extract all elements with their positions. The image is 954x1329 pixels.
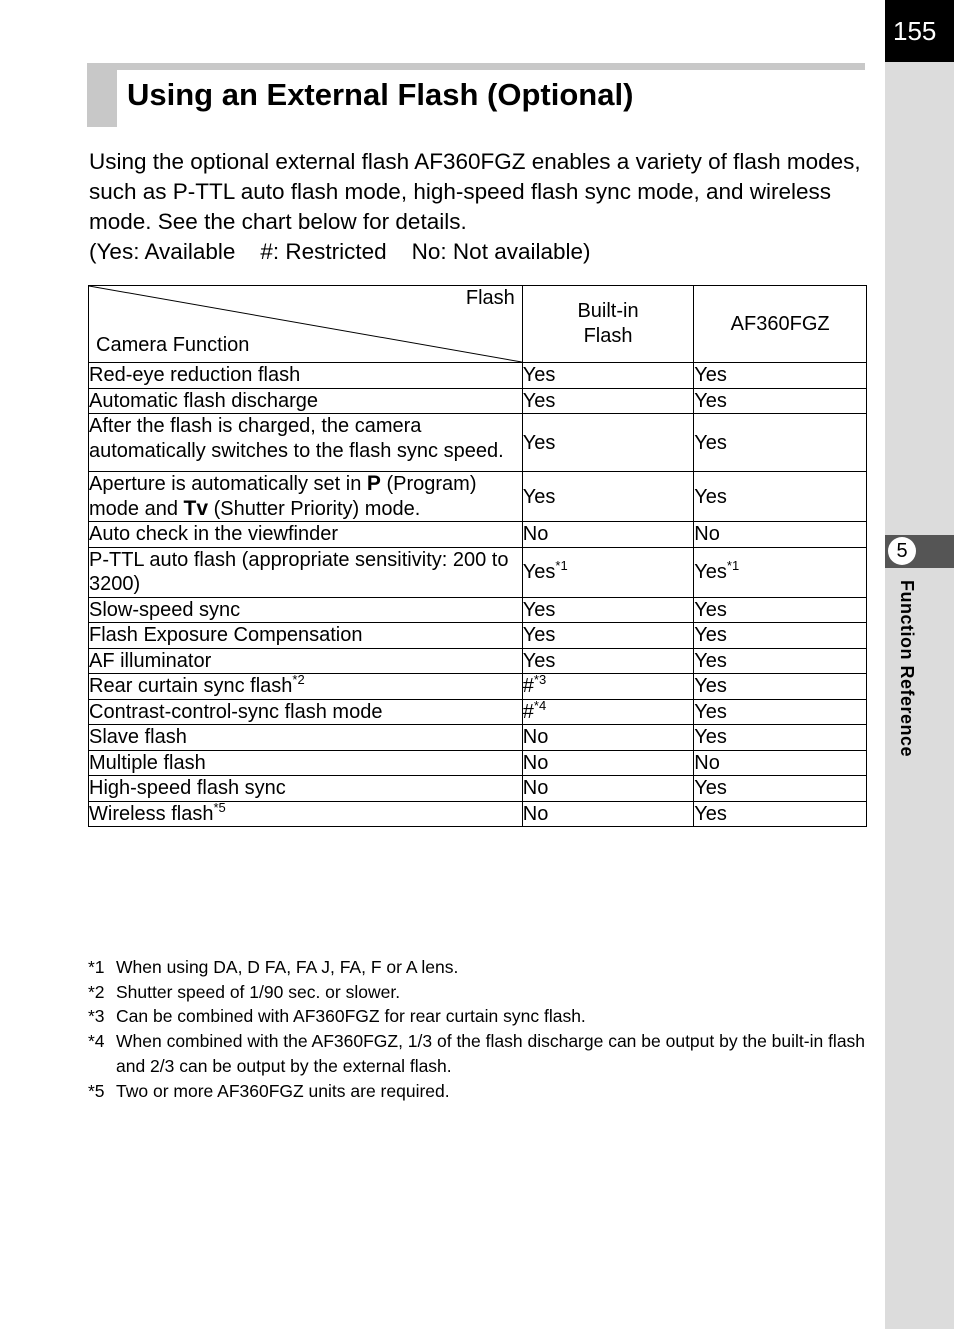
builtin-footnote-ref: *3 [533, 672, 547, 688]
header-external-flash: AF360FGZ [694, 286, 867, 363]
function-cell: Slave flash [89, 725, 523, 751]
table-row [89, 472, 867, 522]
table-header-row [89, 286, 867, 363]
builtin-value: No [522, 725, 694, 751]
builtin-value: Yes [522, 648, 694, 674]
page-number: 155 [885, 0, 954, 62]
external-value [694, 547, 867, 597]
footnote [88, 1004, 868, 1029]
builtin-value: Yes [522, 472, 694, 522]
external-value: Yes [694, 776, 867, 802]
builtin-value: No [522, 750, 694, 776]
builtin-value: No [522, 522, 694, 548]
function-cell: After the flash is charged, the camera automatically switches to the flash sync speed. [89, 414, 523, 472]
header-flash-label: Flash [465, 287, 515, 309]
header-builtin-line1: Built-in [577, 300, 639, 322]
function-cell: AF illuminator [89, 648, 523, 674]
function-cell [89, 472, 523, 522]
function-text: Rear curtain sync flash [89, 675, 293, 697]
footnote-mark: *3 [88, 1006, 105, 1027]
footnote-text: Can be combined with AF360FGZ for rear curtain sync flash. [116, 1006, 586, 1027]
builtin-value [522, 674, 694, 700]
header-builtin-flash [522, 286, 694, 363]
external-value: Yes [694, 725, 867, 751]
external-value: Yes [694, 623, 867, 649]
builtin-value-text: # [522, 675, 534, 698]
external-value: Yes [694, 363, 867, 389]
builtin-value [522, 699, 694, 725]
table-row [89, 388, 867, 414]
builtin-value: No [522, 776, 694, 802]
footnote-text: Shutter speed of 1/90 sec. or slower. [116, 981, 401, 1002]
footnote-mark: *5 [88, 1080, 105, 1101]
footnote [88, 1029, 868, 1078]
table-row [89, 674, 867, 700]
builtin-value-text: # [522, 700, 534, 723]
function-cell: Multiple flash [89, 750, 523, 776]
external-value-text: Yes [694, 561, 727, 583]
header-camera-function-label: Camera Function [96, 334, 250, 356]
table-row [89, 750, 867, 776]
function-cell: Automatic flash discharge [89, 388, 523, 414]
builtin-footnote-ref: *4 [533, 697, 547, 713]
external-footnote-ref: *1 [726, 558, 740, 573]
legend-line: (Yes: Available #: Restricted No: Not available) [89, 239, 591, 264]
builtin-value: Yes [522, 414, 694, 472]
table-row [89, 597, 867, 623]
footnote-mark: *2 [88, 981, 105, 1002]
shutter-priority-glyph: Tv [183, 496, 209, 520]
table-row [89, 776, 867, 802]
builtin-footnote-ref: *1 [555, 558, 568, 573]
external-value: Yes [694, 801, 867, 827]
table-row [89, 801, 867, 827]
function-cell: Contrast-control-sync flash mode [89, 699, 523, 725]
external-value: Yes [694, 699, 867, 725]
function-cell: Flash Exposure Compensation [89, 623, 523, 649]
function-cell [89, 674, 523, 700]
external-value: No [694, 750, 867, 776]
function-cell: Slow-speed sync [89, 597, 523, 623]
table-row [89, 414, 867, 472]
table-row [89, 699, 867, 725]
builtin-value-text: Yes [522, 561, 556, 583]
header-builtin-line2: Flash [583, 325, 633, 347]
function-text: Wireless flash [89, 802, 214, 825]
external-value: Yes [694, 597, 867, 623]
external-value: Yes [694, 414, 867, 472]
builtin-value: Yes [522, 623, 694, 649]
function-cell: Auto check in the viewfinder [89, 522, 523, 548]
table-row [89, 363, 867, 389]
footnotes [88, 955, 868, 1103]
function-text-part1: Aperture is automatically set in [89, 473, 362, 495]
footnote [88, 955, 868, 980]
chapter-label: Function Reference [897, 580, 917, 758]
program-mode-glyph: P [366, 472, 381, 495]
table-row [89, 648, 867, 674]
function-text-part2: (Program) mode and [89, 473, 477, 520]
table-row [89, 623, 867, 649]
footnote-text: Two or more AF360FGZ units are required. [116, 1080, 450, 1101]
builtin-value: Yes [522, 388, 694, 414]
header-diagonal-cell [89, 286, 523, 363]
function-text-part3: (Shutter Priority) mode. [213, 497, 421, 520]
builtin-value: Yes [522, 363, 694, 389]
function-footnote-ref: *5 [213, 799, 226, 815]
title-rule [87, 63, 865, 70]
flash-function-table [88, 285, 867, 827]
function-cell: Red-eye reduction flash [89, 363, 523, 389]
external-value: Yes [694, 674, 867, 700]
chapter-number: 5 [888, 537, 916, 565]
footnote-text: When combined with the AF360FGZ, 1/3 of the flash discharge can be output by the built-in flash and 2/3 can be output by the external flash. [116, 1031, 866, 1076]
intro-paragraph: Using the optional external flash AF360FGZ enables a variety of flash modes, such as P-TTL auto flash mode, high-speed flash sync mode, and wireless mode. See the chart below for details. [89, 149, 861, 234]
footnote [88, 1079, 868, 1104]
builtin-value: Yes [522, 597, 694, 623]
builtin-value [522, 547, 694, 597]
builtin-value: No [522, 801, 694, 827]
function-cell [89, 801, 523, 827]
title-marker [87, 63, 117, 127]
function-footnote-ref: *2 [292, 672, 305, 687]
external-value: No [694, 522, 867, 548]
table-row [89, 522, 867, 548]
footnote-mark: *1 [88, 957, 105, 977]
page-title: Using an External Flash (Optional) [127, 77, 634, 112]
footnote-mark: *4 [88, 1031, 105, 1052]
footnote [88, 980, 868, 1005]
external-value: Yes [694, 472, 867, 522]
external-value: Yes [694, 388, 867, 414]
external-value: Yes [694, 648, 867, 674]
table-row [89, 547, 867, 597]
table-row [89, 725, 867, 751]
function-cell: High-speed flash sync [89, 776, 523, 802]
footnote-text: When using DA, D FA, FA J, FA, F or A lens. [116, 957, 459, 977]
function-cell: P-TTL auto flash (appropriate sensitivity: 200 to 3200) [89, 547, 523, 597]
